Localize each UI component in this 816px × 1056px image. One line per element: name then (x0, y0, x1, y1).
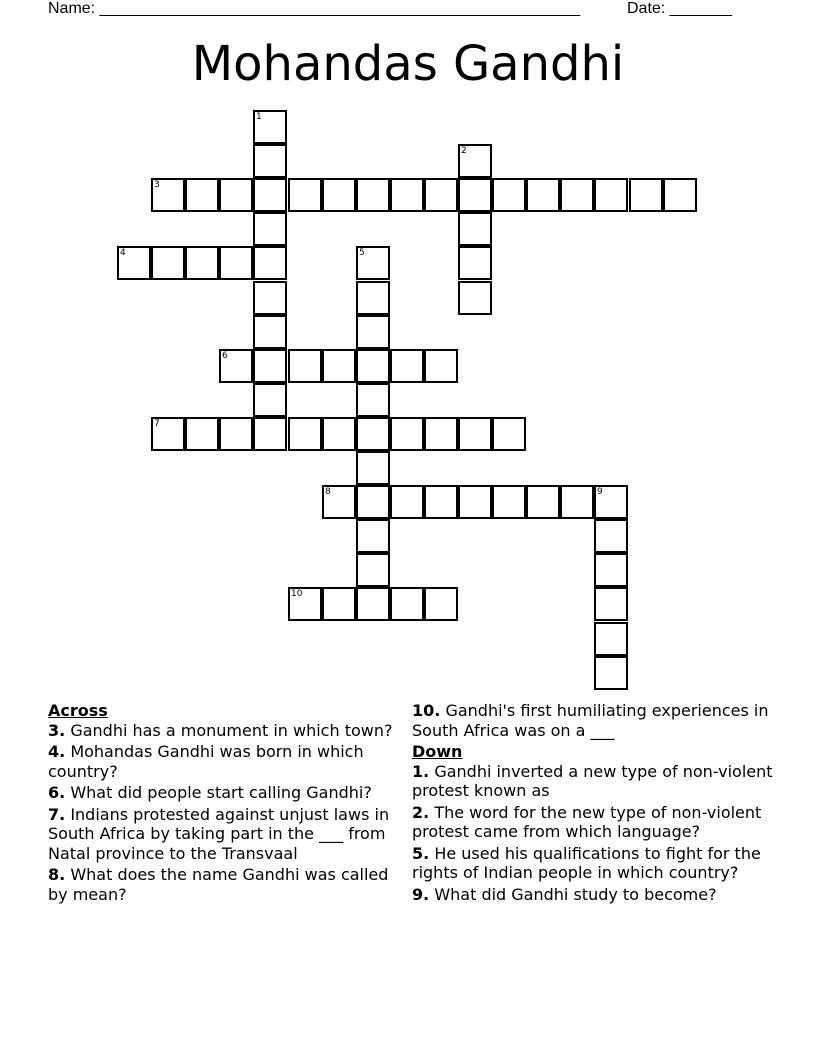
grid-cell[interactable] (185, 246, 219, 280)
grid-cell[interactable] (458, 246, 492, 280)
grid-cell[interactable] (594, 519, 628, 553)
clue-number: 10. (412, 701, 441, 720)
cell-number: 3 (154, 180, 160, 190)
grid-cell[interactable] (253, 349, 287, 383)
grid-cell[interactable] (151, 417, 185, 451)
clue-number: 9. (412, 884, 430, 904)
cell-number: 1 (256, 112, 262, 122)
grid-cell[interactable] (458, 178, 492, 212)
clue-across-6 (48, 783, 410, 803)
grid-cell[interactable] (390, 417, 424, 451)
grid-cell[interactable] (288, 417, 322, 451)
cell-number: 10 (291, 589, 303, 599)
grid-cell[interactable] (356, 281, 390, 315)
clues-left-column (48, 701, 410, 906)
grid-cell[interactable] (117, 246, 151, 280)
date-field-label[interactable]: Date: _______ (627, 0, 732, 17)
grid-cell[interactable] (390, 349, 424, 383)
grid-cell[interactable] (219, 417, 253, 451)
grid-cell[interactable] (492, 485, 526, 519)
grid-cell[interactable] (424, 587, 458, 621)
grid-cell[interactable] (356, 451, 390, 485)
clue-text: What did people start calling Gandhi? (70, 783, 372, 802)
grid-cell[interactable] (288, 178, 322, 212)
clue-text: Indians protested against unjust laws in South Africa by taking part in the ___ from Natal province to the Transvaal (48, 804, 390, 863)
grid-cell[interactable] (322, 349, 356, 383)
grid-cell[interactable] (594, 656, 628, 690)
grid-cell[interactable] (560, 178, 594, 212)
clue-across-7 (48, 805, 410, 864)
cell-number: 5 (359, 248, 365, 258)
grid-cell[interactable] (560, 485, 594, 519)
grid-cell[interactable] (356, 383, 390, 417)
clue-text: Gandhi's first humiliating experiences in South Africa was on a ___ (412, 701, 769, 740)
grid-cell[interactable] (219, 246, 253, 280)
clue-across-8 (48, 865, 410, 904)
clue-text: Gandhi has a monument in which town? (70, 720, 393, 740)
grid-cell[interactable] (458, 212, 492, 246)
cell-number: 9 (597, 487, 603, 497)
grid-cell[interactable] (594, 553, 628, 587)
grid-cell[interactable] (424, 178, 458, 212)
grid-cell[interactable] (458, 485, 492, 519)
grid-cell[interactable] (424, 349, 458, 383)
clue-number: 5. (412, 843, 430, 863)
grid-cell[interactable] (356, 417, 390, 451)
grid-cell[interactable] (253, 281, 287, 315)
grid-cell[interactable] (288, 349, 322, 383)
clue-down-5 (412, 844, 782, 883)
cell-number: 6 (222, 351, 228, 361)
grid-cell[interactable] (390, 485, 424, 519)
grid-cell[interactable] (253, 144, 287, 178)
grid-cell[interactable] (219, 349, 253, 383)
grid-cell[interactable] (424, 417, 458, 451)
cell-number: 8 (325, 487, 331, 497)
across-heading: Across (48, 701, 108, 720)
grid-cell[interactable] (356, 315, 390, 349)
grid-cell[interactable] (219, 178, 253, 212)
clue-number: 6. (48, 783, 66, 802)
clue-text: What did Gandhi study to become? (434, 884, 717, 904)
cell-number: 7 (154, 419, 160, 429)
grid-cell[interactable] (663, 178, 697, 212)
grid-cell[interactable] (322, 178, 356, 212)
grid-cell[interactable] (322, 417, 356, 451)
grid-cell[interactable] (185, 178, 219, 212)
grid-cell[interactable] (356, 485, 390, 519)
grid-cell[interactable] (253, 417, 287, 451)
grid-cell[interactable] (322, 485, 356, 519)
grid-cell[interactable] (458, 417, 492, 451)
clue-down-2 (412, 803, 782, 842)
clue-down-9 (412, 885, 782, 905)
clue-across-4 (48, 742, 410, 781)
grid-cell[interactable] (492, 417, 526, 451)
clue-number: 4. (48, 742, 66, 761)
grid-cell[interactable] (629, 178, 663, 212)
grid-cell[interactable] (356, 178, 390, 212)
clue-across-10 (412, 701, 782, 740)
clue-text: The word for the new type of non-violent protest came from which language? (412, 802, 762, 841)
grid-cell[interactable] (594, 587, 628, 621)
clue-number: 2. (412, 802, 430, 822)
clue-text: What does the name Gandhi was called by mean? (48, 865, 389, 904)
grid-cell[interactable] (253, 246, 287, 280)
clue-number: 3. (48, 720, 66, 740)
grid-cell[interactable] (390, 587, 424, 621)
grid-cell[interactable] (356, 587, 390, 621)
grid-cell[interactable] (526, 485, 560, 519)
grid-cell[interactable] (253, 178, 287, 212)
grid-cell[interactable] (253, 110, 287, 144)
grid-cell[interactable] (253, 383, 287, 417)
grid-cell[interactable] (151, 246, 185, 280)
cell-number: 2 (461, 146, 467, 156)
clue-number: 8. (48, 865, 66, 884)
grid-cell[interactable] (322, 587, 356, 621)
cell-number: 4 (120, 248, 126, 258)
grid-cell[interactable] (356, 519, 390, 553)
page-title: Mohandas Gandhi (191, 36, 625, 92)
grid-cell[interactable] (594, 622, 628, 656)
grid-cell[interactable] (492, 178, 526, 212)
clue-across-3 (48, 721, 410, 741)
name-field-label[interactable]: Name: ______________________________________________________ (48, 0, 581, 17)
grid-cell[interactable] (594, 485, 628, 519)
grid-cell[interactable] (424, 485, 458, 519)
grid-cell[interactable] (356, 349, 390, 383)
grid-cell[interactable] (458, 144, 492, 178)
grid-cell[interactable] (458, 281, 492, 315)
down-heading: Down (412, 742, 463, 761)
grid-cell[interactable] (526, 178, 560, 212)
clue-text: Gandhi inverted a new type of non-violent protest known as (412, 761, 773, 800)
grid-cell[interactable] (253, 212, 287, 246)
clue-text: He used his qualifications to fight for the rights of Indian people in which country? (412, 843, 761, 882)
clue-number: 7. (48, 804, 66, 824)
grid-cell[interactable] (356, 246, 390, 280)
clue-down-1 (412, 762, 782, 801)
grid-cell[interactable] (390, 178, 424, 212)
clue-number: 1. (412, 761, 430, 781)
clue-text: Mohandas Gandhi was born in which country? (48, 742, 364, 781)
clues-right-column (412, 701, 782, 906)
grid-cell[interactable] (185, 417, 219, 451)
grid-cell[interactable] (288, 587, 322, 621)
grid-cell[interactable] (356, 553, 390, 587)
grid-cell[interactable] (253, 315, 287, 349)
grid-cell[interactable] (151, 178, 185, 212)
grid-cell[interactable] (594, 178, 628, 212)
